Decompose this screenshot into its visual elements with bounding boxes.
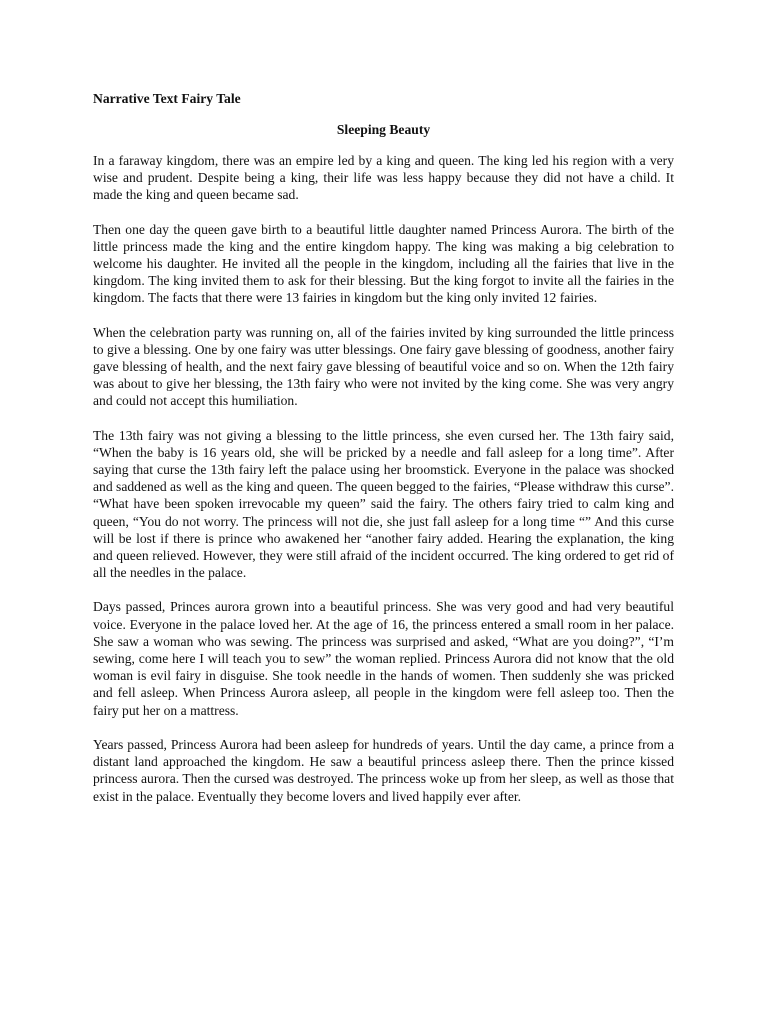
paragraph-4: The 13th fairy was not giving a blessing to the little princess, she even cursed her. The 13th fairy said, “When the baby is 16 years old, she will be pricked by a needle and fall asleep for a long time”. After saying that curse the 13th fairy left the palace using her broomstick. Everyone in the palace was shocked and saddened as well as the king and queen. The queen begged to the fairies, “Please withdraw this curse”. “What have been spoken irrevocable my queen” said the fairy. The others fairy tried to calm king and queen, “You do not worry. The princess will not die, she just fall asleep for a long time “” And this curse will be lost if there is prince who awakened her “another fairy added. Hearing the explanation, the king and queen relieved. However, they were still afraid of the incident occurred. The king ordered to get rid of all the needles in the palace. (93, 427, 674, 581)
document-heading: Narrative Text Fairy Tale (93, 91, 241, 106)
paragraph-2: Then one day the queen gave birth to a beautiful little daughter named Princess Aurora. The birth of the little princess made the king and the entire kingdom happy. The king was making a big celebration to welcome his daughter. He invited all the people in the kingdom, including all the fairies that live in the kingdom. The king invited them to ask for their blessing. But the king forgot to invite all the fairies in the kingdom. The facts that there were 13 fairies in kingdom but the king only invited 12 fairies. (93, 221, 674, 306)
paragraph-1: In a faraway kingdom, there was an empire led by a king and queen. The king led his region with a very wise and prudent. Despite being a king, their life was less happy because they did not have a child. It made the king and queen became sad. (93, 153, 674, 203)
story-title: Sleeping Beauty (336, 122, 431, 137)
document-page (93, 90, 674, 805)
paragraph-6: Years passed, Princess Aurora had been asleep for hundreds of years. Until the day came, a prince from a distant land approached the kingdom. He saw a beautiful princess asleep there. Then the prince kissed princess aurora. Then the cursed was destroyed. The princess woke up from her sleep, as well as those that exist in the palace. Eventually they become lovers and lived happily ever after. (93, 736, 674, 804)
paragraph-5: Days passed, Princes aurora grown into a beautiful princess. She was very good and had very beautiful voice. Everyone in the palace loved her. At the age of 16, the princess entered a small room in her palace. She saw a woman who was sewing. The princess was surprised and asked, “What are you doing?”, “I’m sewing, come here I will teach you to sew” the woman replied. Princess Aurora did not know that the old woman is evil fairy in disguise. She took needle in the hands of women. Then suddenly she was pricked and fell asleep. When Princess Aurora asleep, all people in the kingdom were fell asleep too. Then the fairy put her on a mattress. (93, 599, 674, 718)
paragraph-3: When the celebration party was running on, all of the fairies invited by king surrounded the little princess to give a blessing. One by one fairy was utter blessings. One fairy gave blessing of goodness, another fairy gave blessing of health, and the next fairy gave blessing of beautiful voice and so on. When the 12th fairy was about to give her blessing, the 13th fairy who were not invited by the king come. She was very angry and could not accept this humiliation. (93, 324, 674, 409)
